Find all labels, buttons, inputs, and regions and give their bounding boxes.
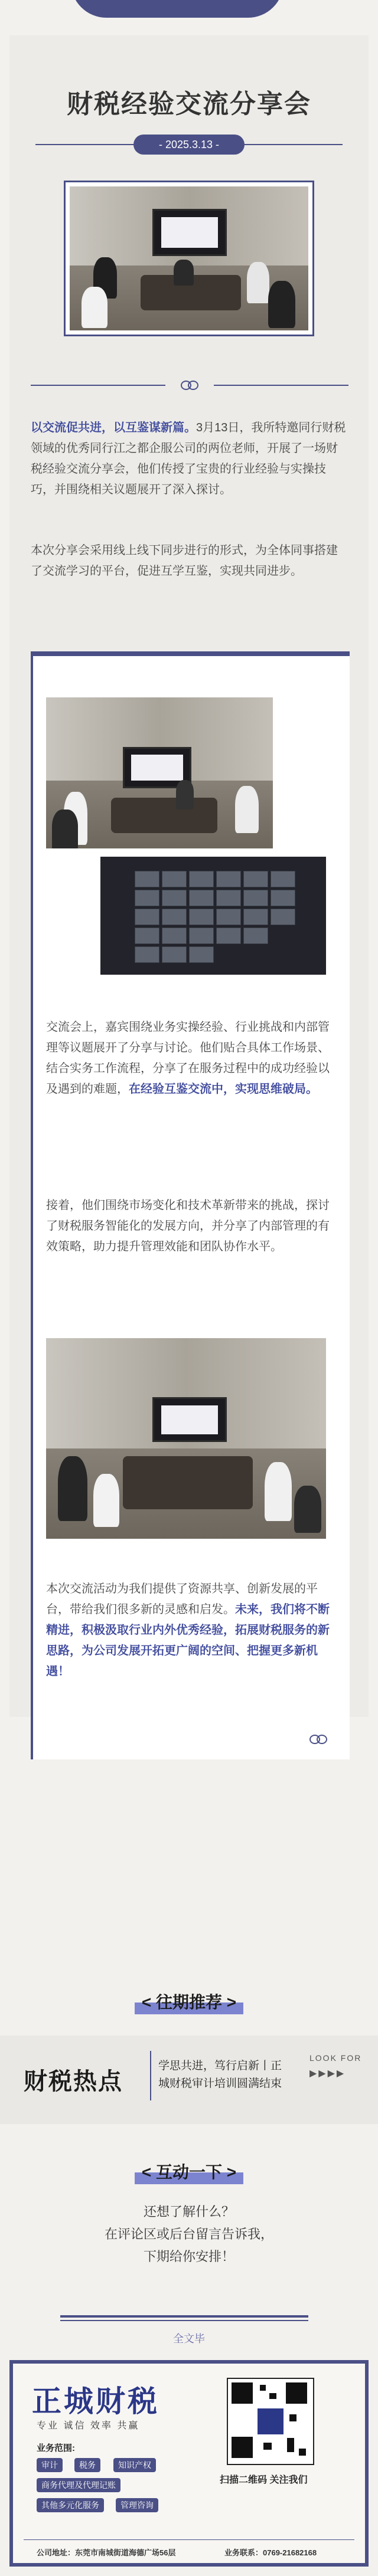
service-tag: 管理咨询	[116, 2498, 158, 2512]
online-meeting-screenshot	[100, 857, 326, 975]
banner-divider	[150, 2051, 151, 2100]
rings-icon	[181, 381, 200, 389]
banner-line-2[interactable]: 城财税审计培训圆满结束	[158, 2077, 282, 2090]
look-for-label: LOOK FOR	[309, 2053, 362, 2063]
card-top-bar	[31, 651, 350, 656]
paragraph-conclusion: 本次交流活动为我们提供了资源共享、创新发展的平台，带给我们很多新的灵感和启发。未来，我们将不断精进，积极汲取行业内外优秀经验，拓展财税服务的新思路，为公司发展开拓更广阔的空间、把握更多新机遇！	[46, 1582, 330, 1678]
paragraph-intro: 以交流促共进，以互鉴谋新篇。3月13日，我所特邀同行财税领域的优秀同行江之都企服公司的两位老师，开展了一场财税经验交流分享会，他们传授了宝贵的行业经验与实操技巧，并围绕相关议题展开了深入探讨。	[31, 421, 346, 496]
service-tag: 其他多元化服务	[37, 2498, 104, 2512]
top-decoration	[71, 0, 284, 18]
end-label: 全文毕	[173, 2333, 205, 2345]
interact-line-2: 在评论区或后台留言告诉我，	[104, 2227, 273, 2241]
interact-line-3: 下期给你安排！	[143, 2249, 234, 2264]
company-address: 公司地址：东莞市南城街道海德广场56层	[37, 2548, 176, 2557]
past-heading: < 往期推荐 >	[0, 1988, 378, 2014]
date-badge: - 2025.3.13 -	[133, 135, 245, 155]
service-tag: 知识产权	[113, 2458, 156, 2472]
rings-icon-end	[309, 1735, 328, 1743]
meeting-photo-2	[46, 697, 273, 848]
arrows-icon: ▶▶▶▶	[309, 2069, 346, 2079]
company-phone: 业务联系：0769-21682168	[224, 2548, 317, 2557]
banner-line-1[interactable]: 学思共进，笃行启新丨正	[158, 2059, 282, 2072]
paragraph-strategy: 接着，他们围绕市场变化和技术革新带来的挑战，探讨了财税服务智能化的发展方向，并分享了内部管理的有效策略，助力提升管理效能和团队协作水平。	[46, 1199, 330, 1253]
divider-right	[214, 385, 348, 386]
end-rule-bottom	[60, 2320, 308, 2321]
qr-caption: 扫描二维码 关注我们	[220, 2475, 308, 2485]
banner-title[interactable]: 财税热点	[24, 2069, 123, 2095]
divider-left	[31, 385, 165, 386]
qr-code-icon[interactable]	[227, 2378, 314, 2465]
interact-line-1: 还想了解什么？	[143, 2204, 234, 2219]
paragraph-discussion: 交流会上，嘉宾围绕业务实操经验、行业挑战和内部管理等议题展开了分享与讨论。他们贴合具体工作场景、结合实务工作流程，分享了在服务过程中的成功经验以及遇到的难题，在经验互鉴交流中，实现思维破局。	[46, 1021, 330, 1096]
paragraph-format: 本次分享会采用线上线下同步进行的形式，为全体同事搭建了交流学习的平台，促进互学互鉴，实现共同进步。	[31, 544, 338, 578]
meeting-photo-3	[46, 1338, 326, 1539]
service-tag: 审计	[37, 2458, 63, 2472]
company-tagline: 专业 诚信 效率 共赢	[37, 2421, 140, 2431]
page-title: 财税经验交流分享会	[67, 90, 311, 119]
footer-rule	[24, 2539, 354, 2540]
interact-heading: < 互动一下 >	[0, 2158, 378, 2184]
meeting-photo-1	[70, 186, 308, 330]
service-tag: 税务	[74, 2458, 100, 2472]
service-tag: 商务代理及代理记账	[37, 2478, 120, 2492]
services-label: 业务范围:	[37, 2443, 75, 2453]
end-rule-top	[60, 2315, 308, 2318]
company-logo: 正城财税	[32, 2384, 159, 2418]
